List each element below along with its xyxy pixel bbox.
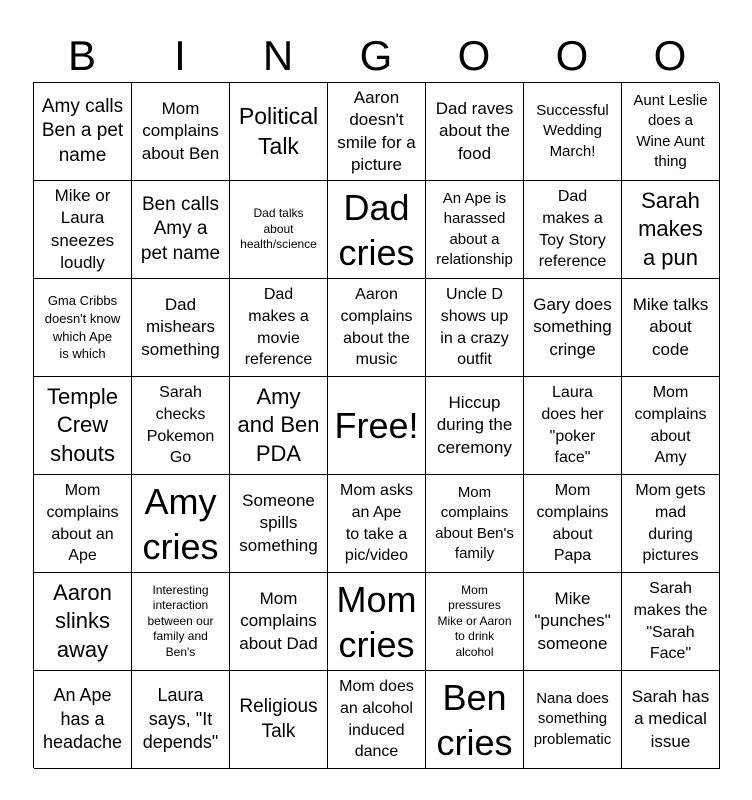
bingo-header (33, 30, 719, 82)
bingo-cell[interactable]: Mom cries (328, 573, 426, 671)
bingo-cell[interactable]: Mike "punches" someone (524, 573, 622, 671)
bingo-cell[interactable]: Amy cries (132, 475, 230, 573)
bingo-cell[interactable]: Gary does something cringe (524, 279, 622, 377)
bingo-cell[interactable]: Someone spills something (230, 475, 328, 573)
bingo-cell[interactable]: Sarah checks Pokemon Go (132, 377, 230, 475)
bingo-cell[interactable]: Amy calls Ben a pet name (34, 83, 132, 181)
bingo-cell[interactable]: Dad makes a movie reference (230, 279, 328, 377)
bingo-cell[interactable]: Successful Wedding March! (524, 83, 622, 181)
bingo-cell[interactable]: Dad cries (328, 181, 426, 279)
bingo-cell[interactable]: Free! (328, 377, 426, 475)
bingo-cell[interactable]: Dad raves about the food (426, 83, 524, 181)
bingo-cell[interactable]: Temple Crew shouts (34, 377, 132, 475)
bingo-cell[interactable]: Nana does something problematic (524, 671, 622, 769)
bingo-cell[interactable]: Mom pressures Mike or Aaron to drink alcohol (426, 573, 524, 671)
bingo-cell[interactable]: Mike talks about code (622, 279, 720, 377)
bingo-cell[interactable]: Amy and Ben PDA (230, 377, 328, 475)
bingo-cell[interactable]: Mom complains about Ben's family (426, 475, 524, 573)
bingo-cell[interactable]: Mom does an alcohol induced dance (328, 671, 426, 769)
header-letter: O (653, 32, 687, 79)
header-letter: G (359, 32, 393, 79)
bingo-cell[interactable]: Sarah makes a pun (622, 181, 720, 279)
header-letter: O (555, 32, 589, 79)
bingo-grid (33, 82, 719, 768)
bingo-cell[interactable]: Ben cries (426, 671, 524, 769)
bingo-cell[interactable]: Hiccup during the ceremony (426, 377, 524, 475)
bingo-cell[interactable]: Gma Cribbs doesn't know which Ape is which (34, 279, 132, 377)
bingo-cell[interactable]: Sarah has a medical issue (622, 671, 720, 769)
header-letter: I (174, 32, 186, 79)
bingo-cell[interactable]: Aunt Leslie does a Wine Aunt thing (622, 83, 720, 181)
bingo-cell[interactable]: Mom complains about Ben (132, 83, 230, 181)
bingo-cell[interactable]: Uncle D shows up in a crazy outfit (426, 279, 524, 377)
bingo-cell[interactable]: Mom asks an Ape to take a pic/video (328, 475, 426, 573)
bingo-cell[interactable]: An Ape is harassed about a relationship (426, 181, 524, 279)
bingo-cell[interactable]: An Ape has a headache (34, 671, 132, 769)
bingo-cell[interactable]: Ben calls Amy a pet name (132, 181, 230, 279)
bingo-cell[interactable]: Laura says, "It depends" (132, 671, 230, 769)
bingo-cell[interactable]: Dad makes a Toy Story reference (524, 181, 622, 279)
bingo-cell[interactable]: Interesting interaction between our family and Ben's (132, 573, 230, 671)
bingo-cell[interactable]: Mom complains about Dad (230, 573, 328, 671)
bingo-cell[interactable]: Laura does her "poker face" (524, 377, 622, 475)
bingo-cell[interactable]: Aaron doesn't smile for a picture (328, 83, 426, 181)
bingo-cell[interactable]: Sarah makes the "Sarah Face" (622, 573, 720, 671)
bingo-cell[interactable]: Religious Talk (230, 671, 328, 769)
bingo-cell[interactable]: Aaron complains about the music (328, 279, 426, 377)
header-letter: N (262, 32, 294, 79)
bingo-cell[interactable]: Aaron slinks away (34, 573, 132, 671)
header-letter: B (67, 32, 96, 79)
header-letter: O (457, 32, 491, 79)
bingo-cell[interactable]: Mom complains about an Ape (34, 475, 132, 573)
bingo-cell[interactable]: Mike or Laura sneezes loudly (34, 181, 132, 279)
bingo-cell[interactable]: Political Talk (230, 83, 328, 181)
bingo-cell[interactable]: Dad talks about health/science (230, 181, 328, 279)
bingo-cell[interactable]: Dad mishears something (132, 279, 230, 377)
bingo-cell[interactable]: Mom complains about Papa (524, 475, 622, 573)
bingo-cell[interactable]: Mom complains about Amy (622, 377, 720, 475)
bingo-cell[interactable]: Mom gets mad during pictures (622, 475, 720, 573)
